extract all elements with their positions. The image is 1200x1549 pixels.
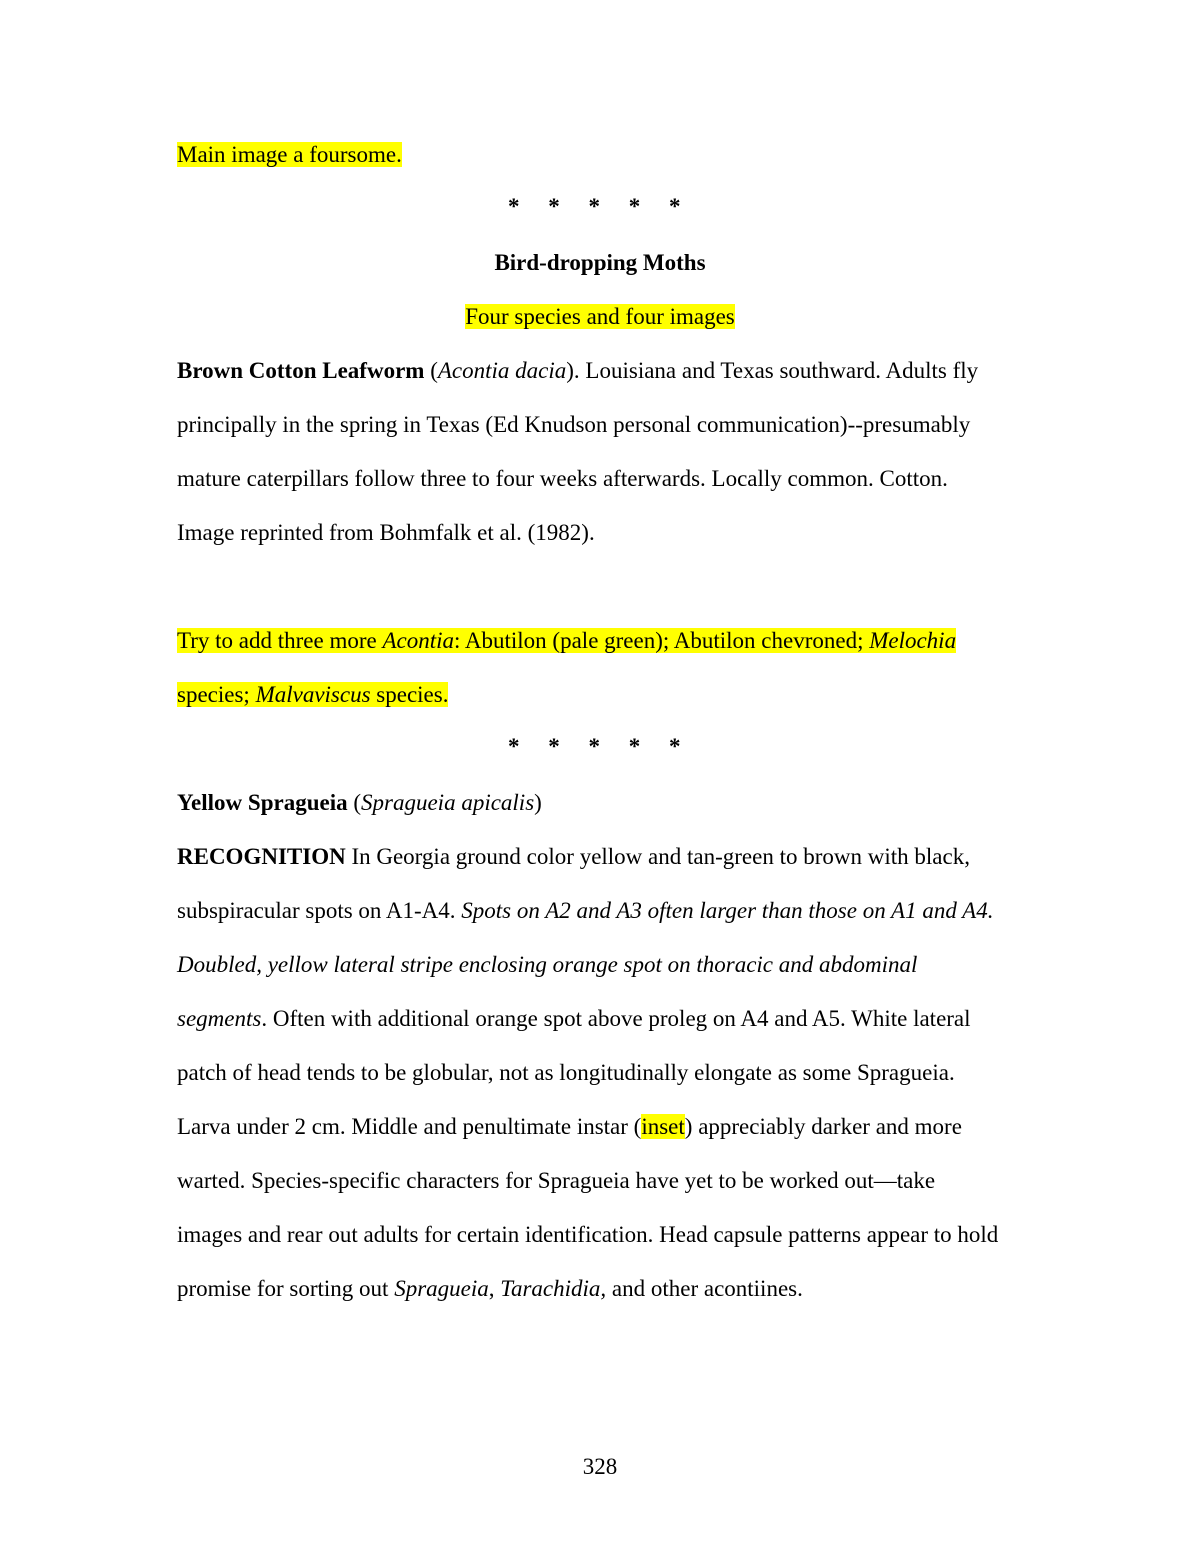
separator-stars: * * * * * bbox=[508, 194, 692, 219]
paragraph-line: Larva under 2 cm. Middle and penultimate instar (inset) appreciably darker and more bbox=[177, 1114, 962, 1139]
highlight: Try to add three more Acontia: Abutilon (pale green); Abutilon chevroned; Melochia bbox=[177, 628, 957, 653]
paragraph-line: segments. Often with additional orange spot above proleg on A4 and A5. White lateral bbox=[177, 1006, 971, 1031]
scientific-name: Spragueia apicalis bbox=[361, 790, 535, 815]
highlight: species; Malvaviscus species. bbox=[177, 682, 449, 707]
page-number: 328 bbox=[582, 1454, 618, 1479]
common-name: Brown Cotton Leafworm bbox=[177, 358, 425, 383]
highlight: Four species and four images bbox=[465, 304, 735, 329]
species-entry-spragueia: Yellow Spragueia (Spragueia apicalis) bbox=[177, 790, 542, 815]
scientific-name: Acontia dacia bbox=[437, 358, 567, 383]
paragraph-line: subspiracular spots on A1-A4. Spots on A2 and A3 often larger than those on A1 and A4. bbox=[177, 898, 994, 923]
paragraph-line: mature caterpillars follow three to four weeks afterwards. Locally common. Cotton. bbox=[177, 466, 948, 491]
section-title: Bird-dropping Moths bbox=[494, 250, 706, 275]
recognition-label: RECOGNITION bbox=[177, 844, 346, 869]
species-entry-acontia: Brown Cotton Leafworm (Acontia dacia). Louisiana and Texas southward. Adults fly bbox=[177, 358, 979, 383]
section-note bbox=[0, 302, 1200, 332]
highlight: Main image a foursome. bbox=[177, 142, 402, 167]
editor-note-todo bbox=[177, 626, 956, 656]
paragraph-line: images and rear out adults for certain identification. Head capsule patterns appear to hold bbox=[177, 1222, 999, 1247]
highlight: inset bbox=[641, 1114, 685, 1139]
paragraph-line: principally in the spring in Texas (Ed Knudson personal communication)--presumably bbox=[177, 412, 971, 437]
separator-stars: * * * * * bbox=[508, 734, 692, 759]
recognition-paragraph: RECOGNITION In Georgia ground color yellow and tan-green to brown with black, bbox=[177, 844, 970, 869]
editor-note-todo-line2 bbox=[177, 680, 448, 710]
paragraph-line: promise for sorting out Spragueia, Tarachidia, and other acontiines. bbox=[177, 1276, 803, 1301]
paragraph-line: warted. Species-specific characters for Spragueia have yet to be worked out—take bbox=[177, 1168, 936, 1193]
editor-note-main-image bbox=[177, 140, 402, 170]
paragraph-line: Image reprinted from Bohmfalk et al. (1982). bbox=[177, 520, 595, 545]
common-name: Yellow Spragueia bbox=[177, 790, 348, 815]
paragraph-line: patch of head tends to be globular, not as longitudinally elongate as some Spragueia. bbox=[177, 1060, 955, 1085]
paragraph-line: Doubled, yellow lateral stripe enclosing orange spot on thoracic and abdominal bbox=[177, 952, 918, 977]
